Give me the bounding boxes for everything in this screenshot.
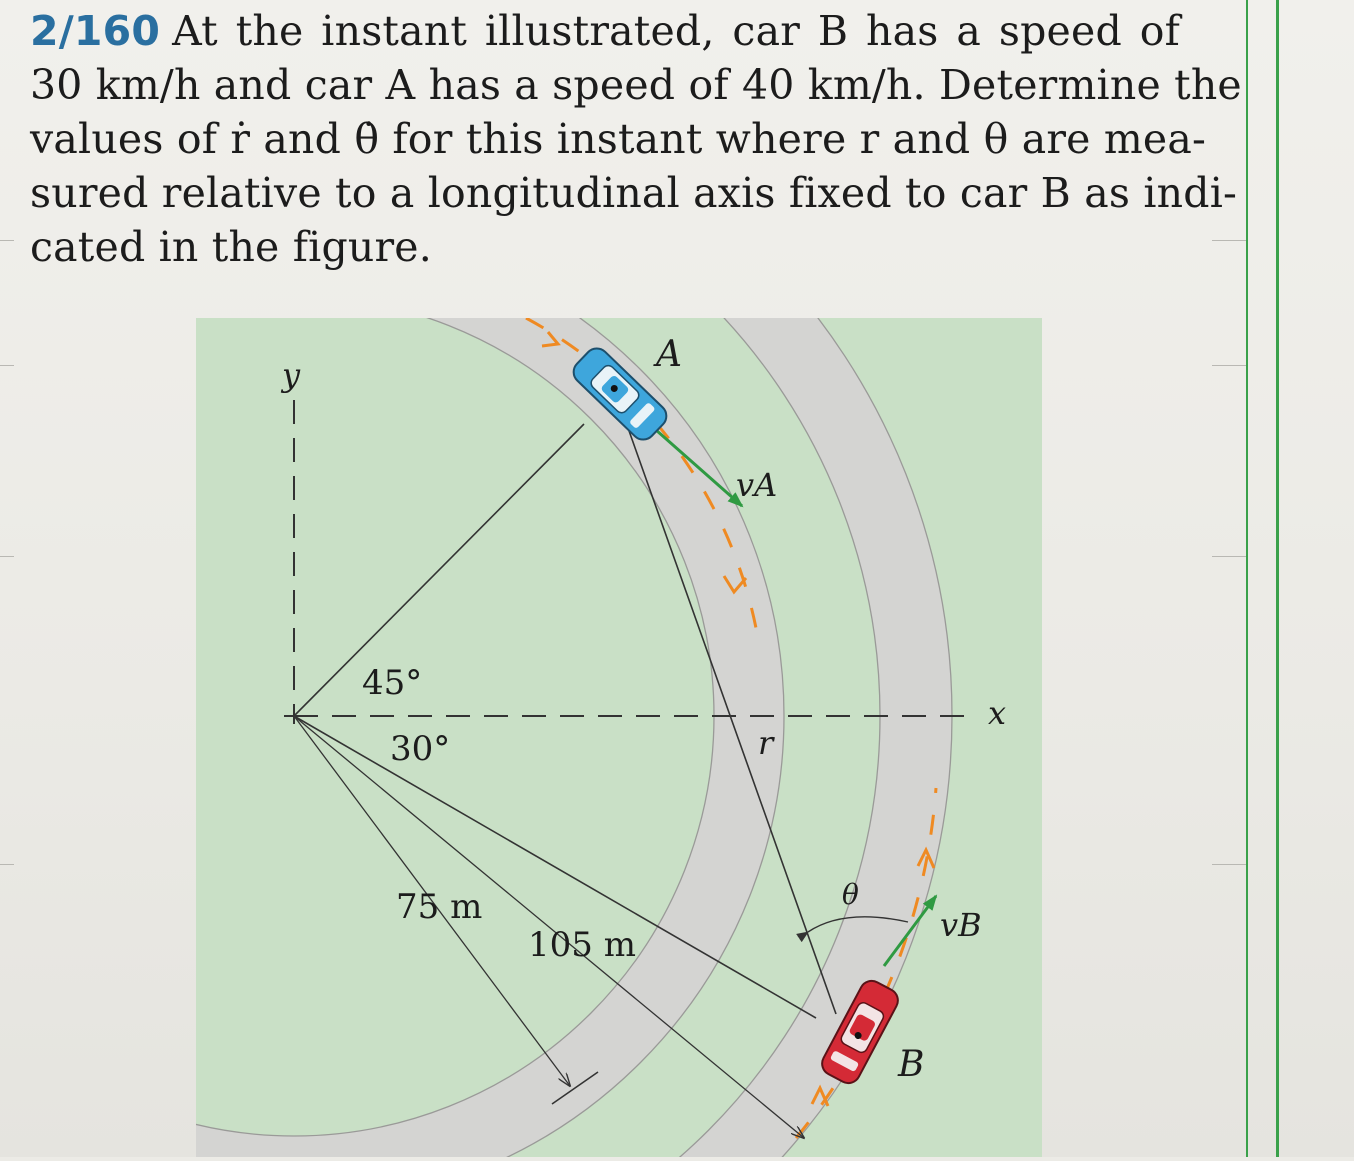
radius-105-label: 105 m (528, 925, 636, 965)
page-tick (1212, 556, 1246, 557)
problem-text-1: At the instant illustrated, car B has a speed of (172, 7, 1180, 55)
vb-label: vB (940, 906, 982, 944)
problem-line-5: cated in the figure. (30, 223, 432, 271)
radius-75-label: 75 m (396, 887, 483, 927)
car-b-label: B (898, 1044, 925, 1085)
page-tick (0, 365, 14, 366)
x-axis-label: x (988, 694, 1007, 732)
problem-line-2: 30 km/h and car A has a speed of 40 km/h. Determine the (30, 61, 1242, 109)
problem-figure (196, 318, 1042, 1157)
problem-line-1 (30, 4, 1180, 58)
page-tick (0, 240, 14, 241)
theta-label: θ (842, 878, 859, 911)
va-label: vA (736, 466, 778, 504)
margin-line-right (1276, 0, 1279, 1157)
problem-line-4: sured relative to a longitudinal axis fixed to car B as indi- (30, 169, 1238, 217)
page-tick (0, 556, 14, 557)
page-tick (1212, 365, 1246, 366)
margin-line (1246, 0, 1248, 1157)
angle-45-label: 45° (362, 663, 423, 703)
r-label: r (758, 724, 774, 762)
angle-30-label: 30° (390, 729, 451, 769)
problem-statement (30, 4, 1242, 274)
figure-svg (196, 318, 1042, 1157)
car-a-label: A (656, 334, 682, 375)
problem-line-3: values of ṙ and θ̇ for this instant where r and θ are mea- (30, 115, 1207, 163)
page-tick (1212, 240, 1246, 241)
page-tick (1212, 864, 1246, 865)
y-axis-label: y (282, 356, 301, 394)
problem-number: 2/160 (30, 7, 161, 55)
page-tick (0, 864, 14, 865)
